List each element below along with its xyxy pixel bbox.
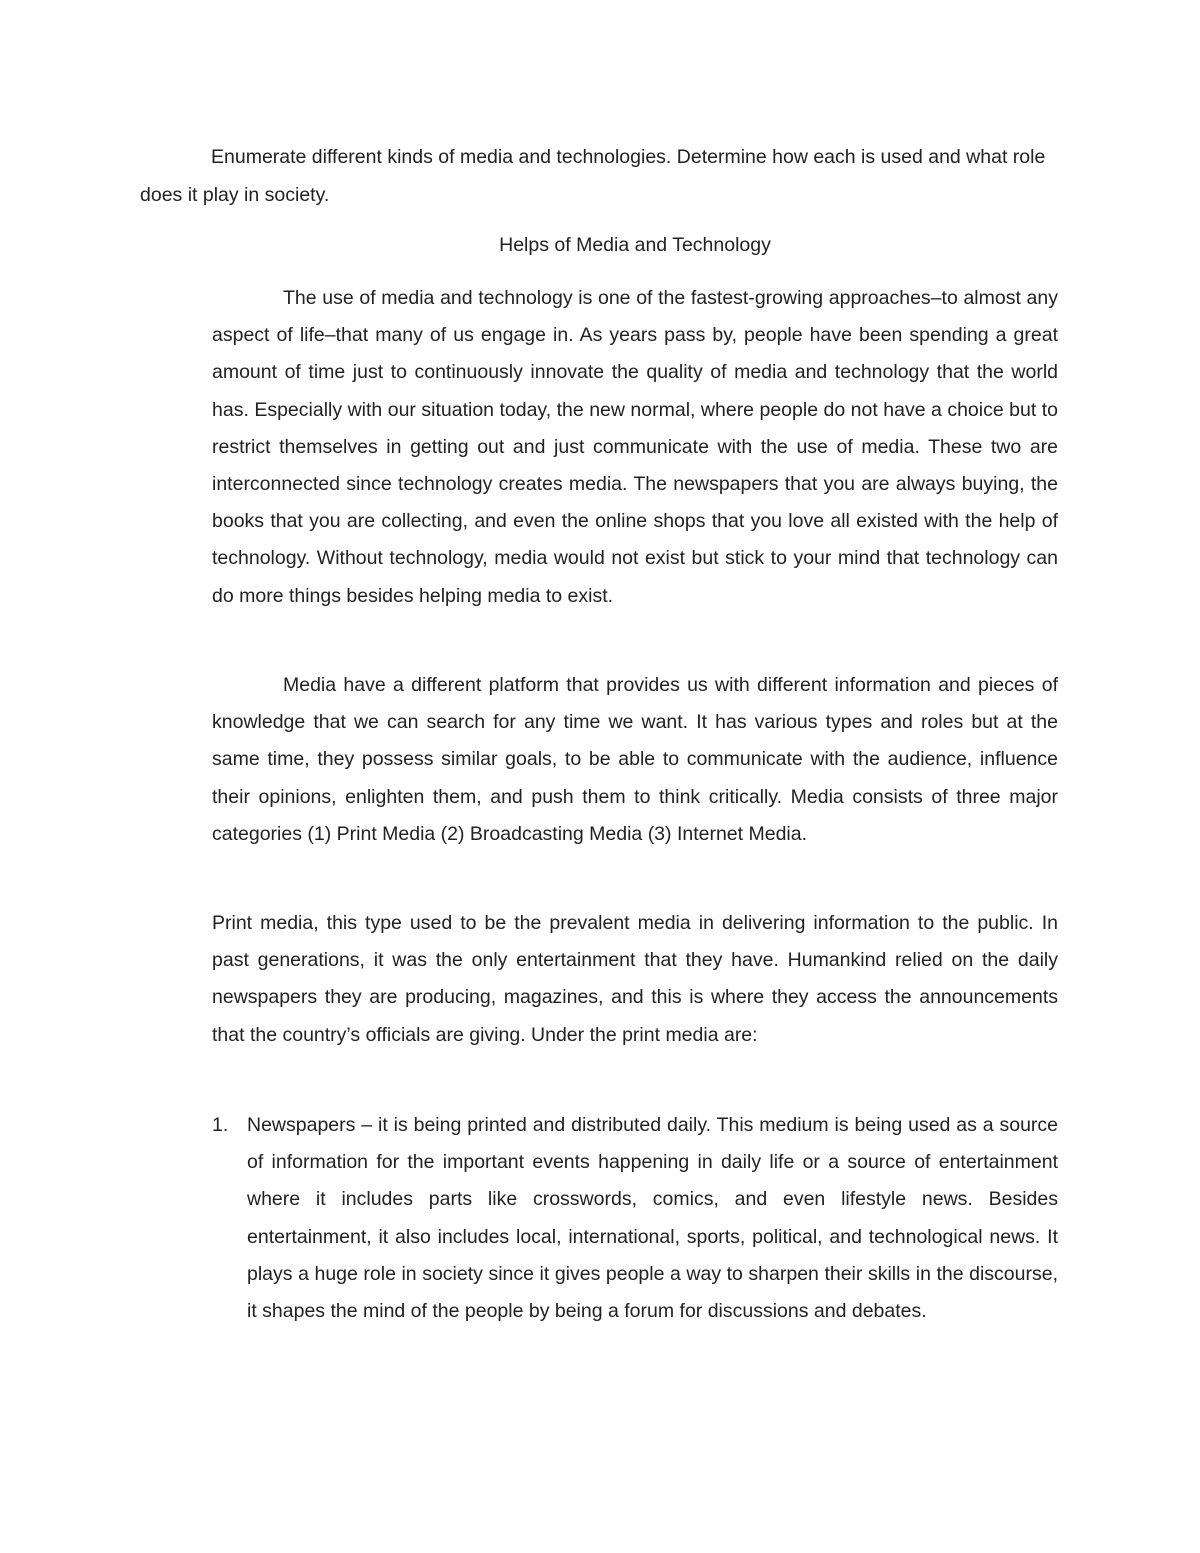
paragraph-text: Print media, this type used to be the prevalent media in delivering information to the public. In past generations, it was the only entertainment that they have. Humankind relied on the daily newspapers they are producing, magazines, and this is where they access the announcements that the country’s officials are giving. Under the print media are: (212, 912, 1058, 1046)
list-item-text: Newspapers – it is being printed and distributed daily. This medium is being used as a source of information for the important events happening in daily life or a source of entertainment where it includes parts like crosswords, comics, and even lifestyle news. Besides entertainment, it also includes local, international, sports, political, and technological news. It plays a huge role in society since it gives people a way to sharpen their skills in the discourse, it shapes the mind of the people by being a forum for discussions and debates. (247, 1114, 1058, 1323)
paragraph-print-media (212, 905, 1058, 1054)
paragraph-text: The use of media and technology is one of the fastest-growing approaches–to almost any aspect of life–that many of us engage in. As years pass by, people have been spending a great amount of time just to continuously innovate the quality of media and technology that the world has. Especially with our situation today, the new normal, where people do not have a choice but to restrict themselves in getting out and just communicate with the use of media. These two are interconnected since technology creates media. The newspapers that you are always buying, the books that you are collecting, and even the online shops that you love all existed with the help of technology. Without technology, media would not exist but stick to your mind that technology can do more things besides helping media to exist. (212, 287, 1058, 607)
paragraph-text: Media have a different platform that provides us with different information and pieces of knowledge that we can search for any time we want. It has various types and roles but at the same time, they possess similar goals, to be able to communicate with the audience, influence their opinions, enlighten them, and push them to think critically. Media consists of three major categories (1) Print Media (2) Broadcasting Media (3) Internet Media. (212, 674, 1058, 845)
numbered-list (212, 1107, 1058, 1330)
assignment-prompt: Enumerate different kinds of media and technologies. Determine how each is used and what role does it play in society. (140, 146, 1046, 206)
document-title: Helps of Media and Technology (499, 234, 771, 256)
paragraph-intro (212, 280, 1058, 615)
list-item (212, 1107, 1058, 1330)
list-item-number: 1. (212, 1114, 229, 1136)
paragraph-media-categories (212, 667, 1058, 853)
